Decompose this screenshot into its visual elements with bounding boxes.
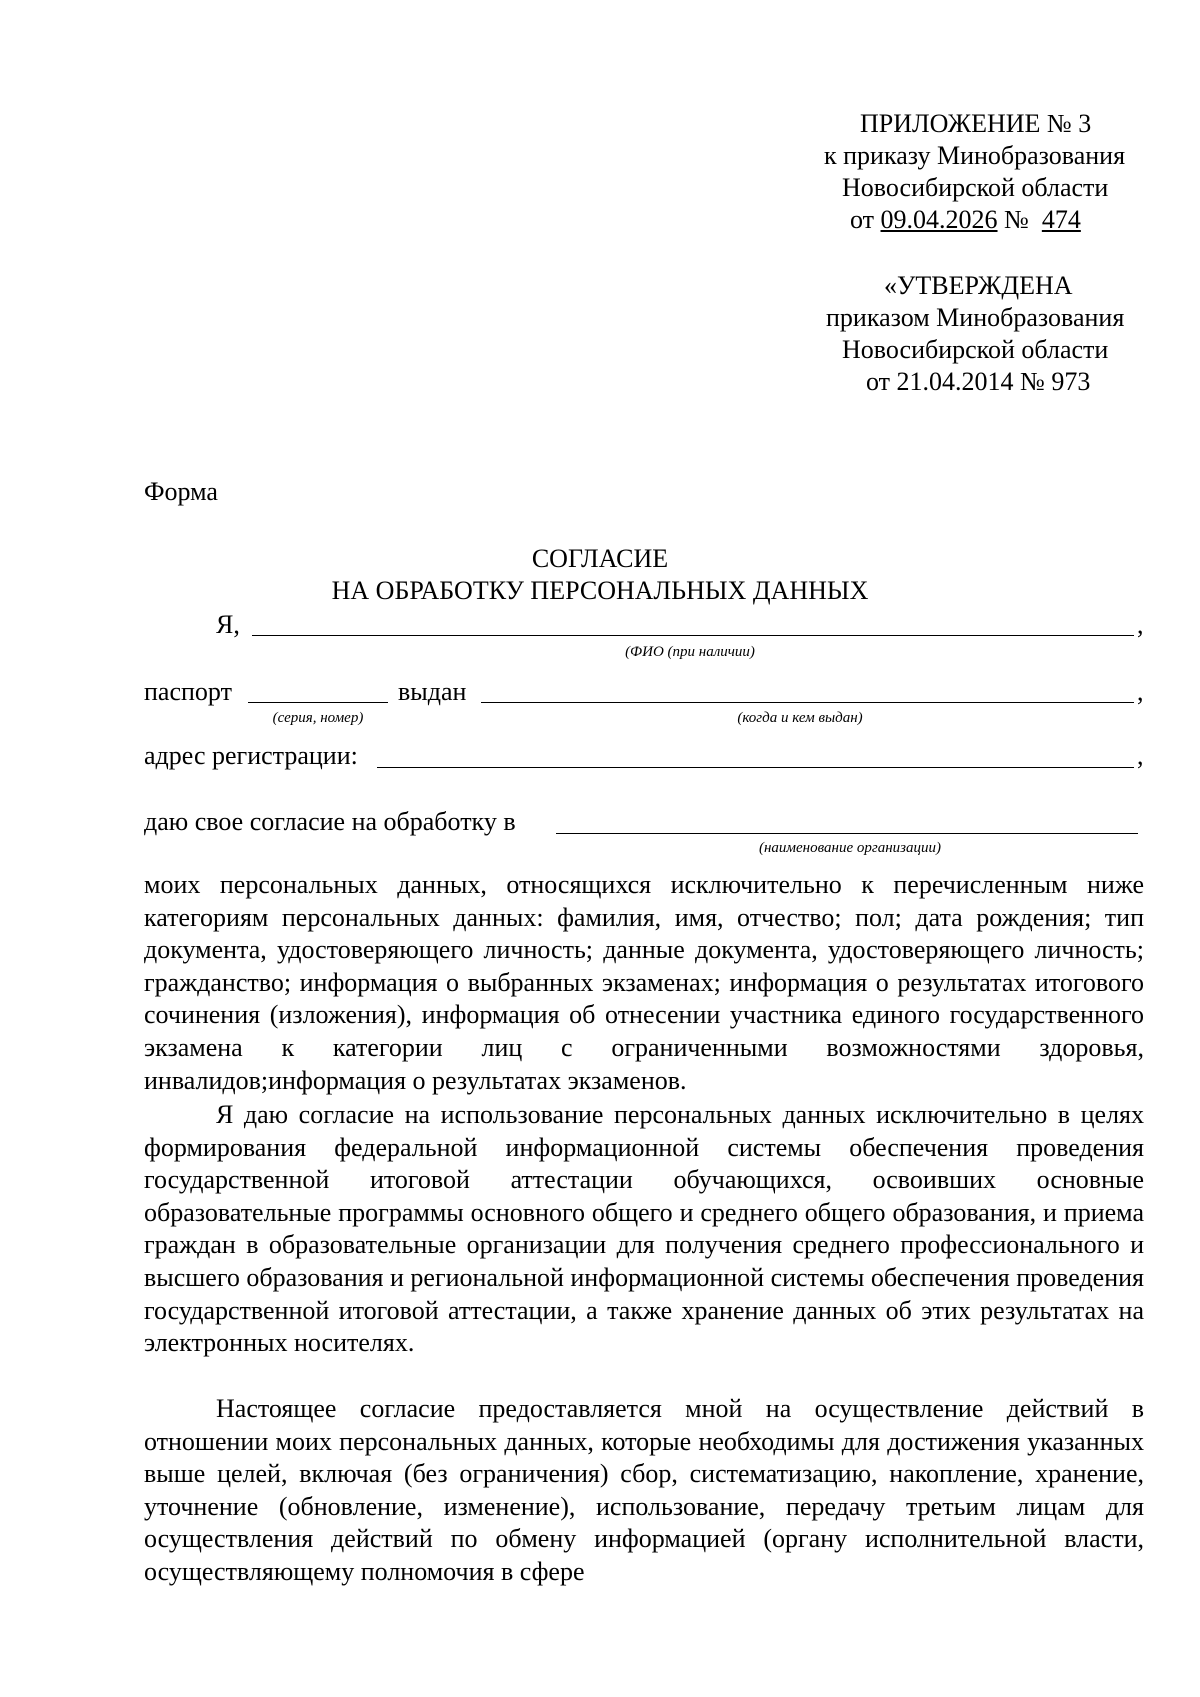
issued-field[interactable] <box>481 702 1134 703</box>
fio-hint: (ФИО (при наличии) <box>625 644 755 660</box>
appendix-region: Новосибирской области <box>842 173 1109 202</box>
approved-title: «УТВЕРЖДЕНА <box>884 271 1073 300</box>
issued-comma: , <box>1137 677 1144 706</box>
address-label: адрес регистрации: <box>144 741 358 770</box>
order-number: 474 <box>1041 205 1081 234</box>
paragraph-purpose: Я даю согласие на использование персональных данных исключительно в целях формирования федеральной информационной системы обеспечения проведения государственной итоговой аттестации обучающихся, освоивших основные образовательные программы основного общего и среднего общего образования, и приема граждан в образовательные организации для получения среднего профессионального и высшего образования и региональной информационной системы обеспечения проведения государственной итоговой аттестации, а также хранение данных об этих результатах на электронных носителях. <box>144 1100 1144 1358</box>
paragraph-actions: Настоящее согласие предоставляется мной на осуществление действий в отношении моих персональных данных, которые необходимы для достижения указанных выше целей, включая (без ограничения) сбор, систематизацию, накопление, хранение, уточнение (обновление, изменение), использование, передачу третьим лицам для осуществления действий по обмену информацией (органу исполнительной власти, осуществляющему полномочия в сфере <box>144 1394 1144 1586</box>
issued-label: выдан <box>398 677 467 706</box>
paragraph-categories: моих персональных данных, относящихся исключительно к перечисленным ниже категориям персональных данных: фамилия, имя, отчество; пол; дата рождения; тип документа, удостоверяющего личность; данные документа, удостоверяющего личность; гражданство; информация о выбранных экзаменах; информация о результатах итогового сочинения (изложения), информация об отнесении участника единого государственного экзамена к категории лиц с ограниченными возможностями здоровья, инвалидов;информация о результатах экзаменов. <box>144 870 1144 1095</box>
i-label: Я, <box>216 610 240 639</box>
appendix-to-order: к приказу Минобразования <box>824 141 1126 170</box>
address-comma: , <box>1137 741 1144 770</box>
document-title-line1: СОГЛАСИЕ <box>531 544 669 573</box>
consent-label: даю свое согласие на обработку в <box>144 807 516 836</box>
order-date: 09.04.2026 <box>880 205 998 234</box>
address-field[interactable] <box>377 767 1134 768</box>
appendix-order-line <box>850 204 1081 236</box>
passport-label: паспорт <box>144 677 232 706</box>
fio-comma: , <box>1137 610 1144 639</box>
approved-date-line: от 21.04.2014 № 973 <box>866 367 1091 396</box>
document-title-line2: НА ОБРАБОТКУ ПЕРСОНАЛЬНЫХ ДАННЫХ <box>331 576 869 605</box>
issued-hint: (когда и кем выдан) <box>737 710 863 726</box>
fio-field[interactable] <box>252 635 1134 636</box>
passport-hint: (серия, номер) <box>272 710 364 726</box>
organization-field[interactable] <box>556 833 1138 834</box>
approved-by-order: приказом Минобразования <box>826 303 1125 332</box>
approved-region: Новосибирской области <box>842 335 1109 364</box>
appendix-number: ПРИЛОЖЕНИЕ № 3 <box>860 109 1092 138</box>
organization-hint: (наименование организации) <box>758 840 941 856</box>
order-from-prefix: от <box>850 205 875 234</box>
passport-number-field[interactable] <box>248 702 388 703</box>
order-number-sign: № <box>1004 205 1029 234</box>
form-label: Форма <box>144 477 218 506</box>
